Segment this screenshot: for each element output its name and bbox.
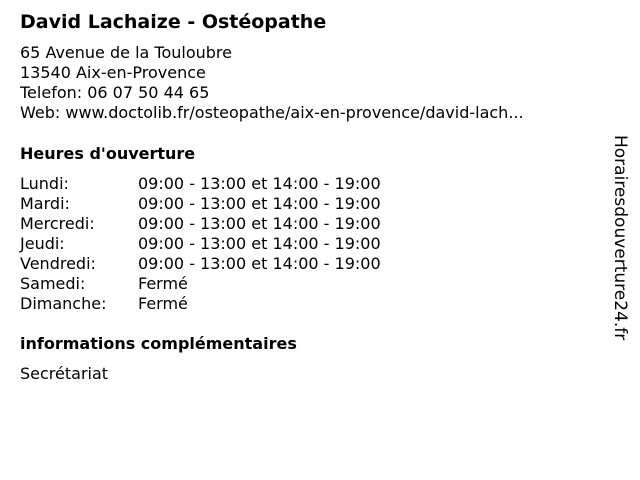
web-link[interactable]: Web: www.doctolib.fr/osteopathe/aix-en-provence/david-lach... <box>20 103 524 122</box>
hours-day: Lundi: <box>20 174 69 193</box>
hours-row-sunday <box>20 294 381 314</box>
hours-row-monday <box>20 174 381 194</box>
opening-hours-heading: Heures d'ouverture <box>20 144 196 163</box>
opening-hours-table <box>20 174 381 314</box>
hours-time: Fermé <box>138 294 188 313</box>
additional-info-text: Secrétariat <box>20 364 109 383</box>
business-name: David Lachaize - Ostéopathe <box>20 11 327 33</box>
hours-time: 09:00 - 13:00 et 14:00 - 19:00 <box>138 194 381 213</box>
contact-block <box>20 43 524 123</box>
hours-time: Fermé <box>138 274 188 293</box>
hours-row-friday <box>20 254 381 274</box>
hours-day: Dimanche: <box>20 294 107 313</box>
address-line-street: 65 Avenue de la Touloubre <box>20 43 232 62</box>
hours-day: Vendredi: <box>20 254 96 273</box>
hours-day: Jeudi: <box>20 234 65 253</box>
hours-row-tuesday <box>20 194 381 214</box>
hours-time: 09:00 - 13:00 et 14:00 - 19:00 <box>138 254 381 273</box>
hours-day: Mardi: <box>20 194 70 213</box>
hours-time: 09:00 - 13:00 et 14:00 - 19:00 <box>138 234 381 253</box>
hours-day: Samedi: <box>20 274 86 293</box>
hours-time: 09:00 - 13:00 et 14:00 - 19:00 <box>138 214 381 233</box>
address-line-city: 13540 Aix-en-Provence <box>20 63 206 82</box>
additional-info-heading: informations complémentaires <box>20 334 297 353</box>
hours-row-wednesday <box>20 214 381 234</box>
hours-row-saturday <box>20 274 381 294</box>
hours-time: 09:00 - 13:00 et 14:00 - 19:00 <box>138 174 381 193</box>
hours-row-thursday <box>20 234 381 254</box>
site-watermark: Horairesdouverture24.fr <box>610 135 630 341</box>
hours-day: Mercredi: <box>20 214 95 233</box>
phone-line[interactable]: Telefon: 06 07 50 44 65 <box>20 83 210 102</box>
